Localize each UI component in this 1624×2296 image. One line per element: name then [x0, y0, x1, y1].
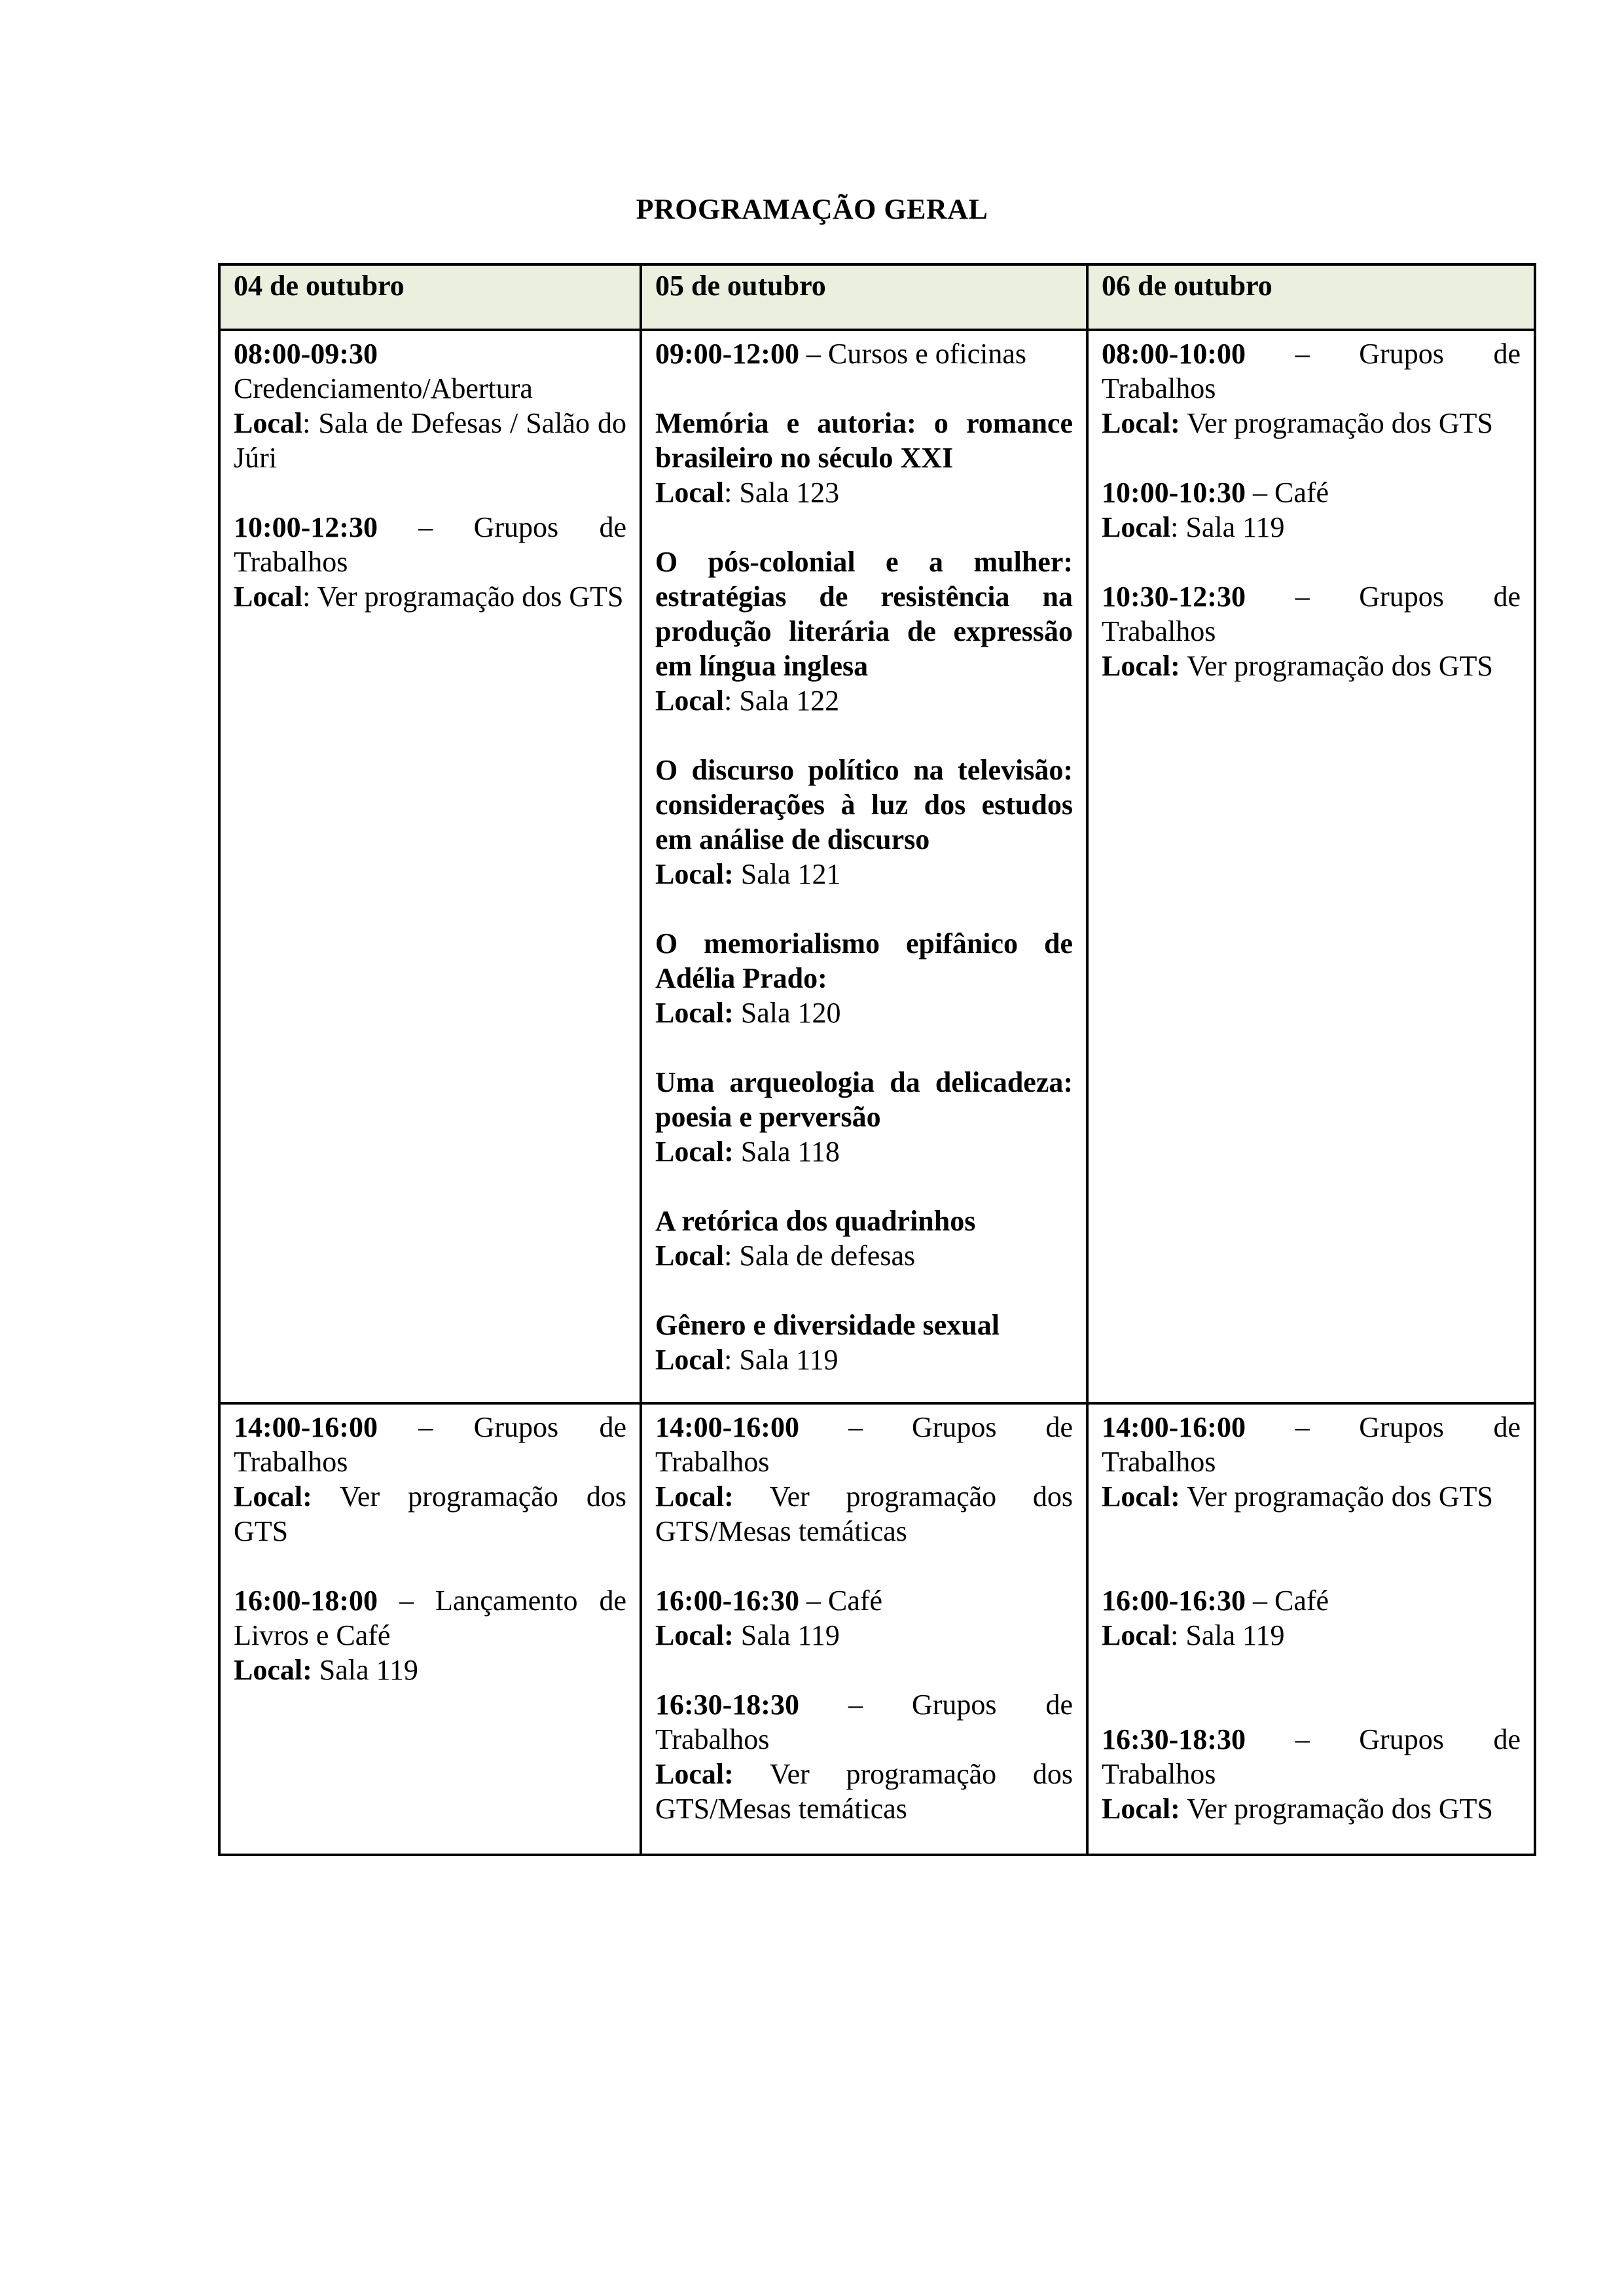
course-title: Memória e autoria: o romance brasileiro no século XXI	[655, 407, 1073, 474]
schedule-entry: 08:00-10:00 – Grupos de Trabalhos Local: Ver programação dos GTS	[1102, 338, 1521, 439]
entry-time: 10:00-12:30	[234, 511, 378, 543]
entry-activity: Credenciamento/Abertura	[234, 372, 533, 404]
entry-local: Sala 122	[739, 685, 840, 717]
entry-local: Sala 118	[740, 1136, 840, 1168]
page-title: PROGRAMAÇÃO GERAL	[636, 193, 988, 225]
entry-local: Ver programação dos GTS	[1186, 1480, 1493, 1513]
schedule-entry: 10:00-10:30 – Café Local: Sala 119	[1102, 476, 1329, 543]
schedule-entry: 14:00-16:00 – Grupos de Trabalhos Local: Ver programação dos GTS/Mesas temáticas	[655, 1411, 1074, 1547]
entry-local: GTS/Mesas temáticas	[655, 1793, 907, 1825]
entry-local: Sala de Defesas / Salão do Júri	[234, 407, 626, 474]
cell-d3-morning	[1087, 330, 1535, 1403]
entry-activity: Café	[827, 1585, 883, 1617]
course-entry: A retórica dos quadrinhos Local: Sala de defesas	[655, 1204, 1073, 1273]
course-title: O memorialismo epifânico de Adélia Prado:	[655, 927, 1073, 994]
course-entry: Uma arqueologia da delicadeza: poesia e perversão Local: Sala 118	[655, 1066, 1073, 1168]
schedule-entry: 09:00-12:00 – Cursos e oficinas	[655, 338, 1027, 370]
schedule-entry: 16:00-16:30 – Café Local: Sala 119	[1102, 1585, 1329, 1651]
entry-local: Ver programação dos GTS	[1186, 407, 1493, 439]
table-header-row	[219, 264, 1535, 330]
cell-d1-afternoon	[219, 1403, 641, 1855]
entry-activity: Grupos	[1359, 1723, 1444, 1755]
entry-time: 10:00-10:30	[1102, 476, 1246, 509]
entry-activity: Grupos	[1359, 338, 1444, 370]
local-label: Local	[234, 407, 303, 439]
entry-local: Ver programação dos GTS	[317, 581, 624, 613]
schedule-table	[218, 263, 1536, 1856]
entry-activity: Cursos e oficinas	[827, 338, 1027, 370]
entry-time: 09:00-12:00	[655, 338, 799, 370]
schedule-entry: 08:00-09:30 Credenciamento/Abertura Local: Sala de Defesas / Salão do Júri	[234, 338, 626, 474]
entry-time: 14:00-16:00	[234, 1411, 378, 1443]
local-label: Local	[234, 581, 303, 613]
entry-time: 16:00-18:00	[234, 1585, 378, 1617]
entry-activity: Grupos	[473, 1411, 559, 1443]
entry-activity: Café	[1274, 1585, 1329, 1617]
day-header-3: 06 de outubro	[1087, 264, 1535, 330]
entry-local: GTS	[234, 1515, 289, 1547]
entry-time: 08:00-10:00	[1102, 338, 1246, 370]
cell-d1-morning	[219, 330, 641, 1403]
course-entry: Memória e autoria: o romance brasileiro no século XXI Local: Sala 123	[655, 407, 1073, 509]
entry-local: Sala 119	[1185, 511, 1285, 543]
course-title: O discurso político na televisão: considerações à luz dos estudos em análise de discurso	[655, 754, 1073, 855]
entry-time: 10:30-12:30	[1102, 581, 1246, 613]
cell-d2-morning	[641, 330, 1087, 1403]
entry-time: 16:30-18:30	[1102, 1723, 1246, 1755]
course-entry: O memorialismo epifânico de Adélia Prado: Local: Sala 120	[655, 927, 1073, 1029]
entry-activity: Grupos	[911, 1689, 997, 1721]
entry-activity: Grupos	[911, 1411, 997, 1443]
schedule-entry: 16:30-18:30 – Grupos de Trabalhos Local: Ver programação dos GTS	[1102, 1723, 1521, 1825]
cell-d3-afternoon	[1087, 1403, 1535, 1855]
schedule-entry: 14:00-16:00 – Grupos de Trabalhos Local: Ver programação dos GTS	[1102, 1411, 1521, 1513]
entry-local: Sala 119	[319, 1654, 418, 1686]
course-title: O pós-colonial e a mulher: estratégias de resistência na produção literária de expressão em língua inglesa	[655, 546, 1073, 682]
entry-local: Sala de defesas	[739, 1240, 916, 1272]
schedule-entry: 10:30-12:30 – Grupos de Trabalhos Local: Ver programação dos GTS	[1102, 581, 1521, 682]
schedule-entry: 16:00-18:00 – Lançamento de Livros e Café Local: Sala 119	[234, 1585, 626, 1686]
course-entry: Gênero e diversidade sexual Local: Sala 119	[655, 1308, 1073, 1377]
day-header-2: 05 de outubro	[641, 264, 1087, 330]
entry-activity: Grupos	[1359, 581, 1444, 613]
entry-time: 14:00-16:00	[1102, 1411, 1246, 1443]
entry-local: Sala 123	[739, 476, 840, 509]
schedule-entry: 14:00-16:00 – Grupos de Trabalhos Local: Ver programação dos GTS	[234, 1411, 626, 1547]
course-title: A retórica dos quadrinhos	[655, 1205, 976, 1237]
entry-time: 14:00-16:00	[655, 1411, 799, 1443]
schedule-entry: 16:00-16:30 – Café Local: Sala 119	[655, 1585, 883, 1651]
entry-activity: Grupos	[473, 511, 559, 543]
course-title: Gênero e diversidade sexual	[655, 1309, 1000, 1341]
cell-d2-afternoon	[641, 1403, 1087, 1855]
entry-activity: Lançamento	[435, 1585, 578, 1617]
day-header-1: 04 de outubro	[219, 264, 641, 330]
schedule-entry: 10:00-12:30 – Grupos de Trabalhos Local: Ver programação dos GTS	[234, 511, 626, 613]
entry-local: Sala 119	[1185, 1619, 1285, 1651]
entry-time: 08:00-09:30	[234, 338, 378, 370]
table-row	[219, 1403, 1535, 1855]
course-title: Uma arqueologia da delicadeza: poesia e perversão	[655, 1066, 1073, 1133]
entry-local: Sala 119	[740, 1619, 840, 1651]
entry-time: 16:00-16:30	[655, 1585, 799, 1617]
entry-time: 16:00-16:30	[1102, 1585, 1246, 1617]
schedule-entry: 16:30-18:30 – Grupos de Trabalhos Local: Ver programação dos GTS/Mesas temáticas	[655, 1689, 1074, 1825]
course-entry: O discurso político na televisão: considerações à luz dos estudos em análise de discurso Local: Sala 121	[655, 754, 1073, 890]
entry-local: Sala 121	[740, 858, 841, 890]
entry-local: Sala 119	[739, 1344, 839, 1376]
entry-local: GTS/Mesas temáticas	[655, 1515, 907, 1547]
entry-activity: Grupos	[1359, 1411, 1444, 1443]
entry-local: Ver programação dos GTS	[1186, 1793, 1493, 1825]
entry-time: 16:30-18:30	[655, 1689, 799, 1721]
course-entry: O pós-colonial e a mulher: estratégias de resistência na produção literária de expressão em língua inglesa Local: Sala 122	[655, 546, 1073, 717]
entry-local: Sala 120	[740, 997, 841, 1029]
entry-activity: Café	[1274, 476, 1329, 509]
table-row	[219, 330, 1535, 1403]
entry-local: Ver programação dos GTS	[1186, 650, 1493, 682]
